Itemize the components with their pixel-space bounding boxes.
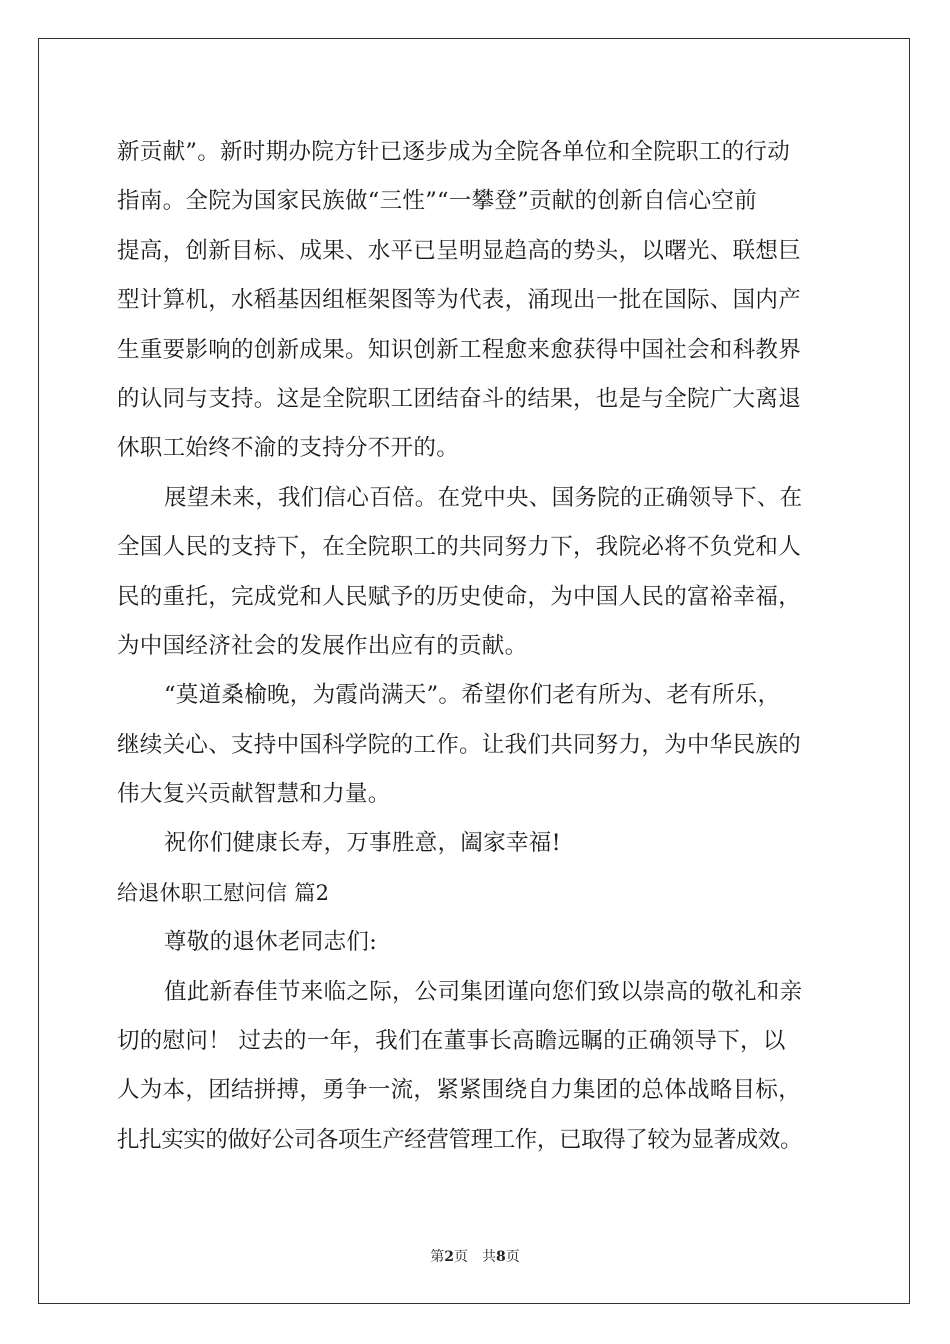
paragraph-line: 型计算机，水稻基因组框架图等为代表，涌现出一批在国际、国内产 bbox=[117, 287, 802, 314]
total-prefix: 共 bbox=[482, 1249, 496, 1265]
paragraph-line: 人为本，团结拼搏，勇争一流，紧紧围绕自力集团的总体战略目标， bbox=[117, 1077, 802, 1104]
paragraph-line: 扎扎实实的做好公司各项生产经营管理工作，已取得了较为显著成效。 bbox=[117, 1126, 803, 1153]
paragraph-line: 值此新春佳节来临之际，公司集团谨向您们致以崇高的敬礼和亲 bbox=[164, 978, 803, 1005]
document-body bbox=[117, 128, 852, 1165]
salutation: 尊敬的退休老同志们: bbox=[164, 929, 378, 956]
paragraph-line: 新贡献”。新时期办院方针已逐步成为全院各单位和全院职工的行动 bbox=[117, 139, 791, 165]
paragraph-line: 伟大复兴贡献智慧和力量。 bbox=[117, 781, 391, 808]
total-pages: 8 bbox=[496, 1249, 506, 1265]
paragraph-line: 生重要影响的创新成果。知识创新工程愈来愈获得中国社会和科教界 bbox=[117, 336, 802, 363]
paragraph-line: “莫道桑榆晚，为霞尚满天”。希望你们老有所为、老有所乐， bbox=[164, 682, 781, 709]
page-footer bbox=[0, 1246, 950, 1266]
paragraph-line: 指南。全院为国家民族做“三性”“一攀登”贡献的创新自信心空前 bbox=[117, 188, 758, 215]
paragraph-line: 继续关心、支持中国科学院的工作。让我们共同努力，为中华民族的 bbox=[117, 731, 802, 758]
paragraph-line: 展望未来，我们信心百倍。在党中央、国务院的正确领导下、在 bbox=[164, 484, 803, 511]
page-prefix: 第 bbox=[430, 1249, 445, 1265]
section-heading: 给退休职工慰问信 篇2 bbox=[117, 880, 330, 905]
total-suffix: 页 bbox=[505, 1249, 520, 1265]
paragraph-line: 切的慰问！ 过去的一年，我们在董事长高瞻远瞩的正确领导下，以 bbox=[117, 1028, 786, 1055]
closing-wish: 祝你们健康长寿，万事胜意，阖家幸福! bbox=[164, 830, 561, 857]
paragraph-line: 全国人民的支持下，在全院职工的共同努力下，我院必将不负党和人 bbox=[117, 534, 802, 561]
paragraph-line: 民的重托，完成党和人民赋予的历史使命，为中国人民的富裕幸福， bbox=[117, 583, 802, 610]
paragraph-line: 休职工始终不渝的支持分不开的。 bbox=[117, 435, 460, 462]
page-suffix: 页 bbox=[454, 1249, 468, 1265]
paragraph-line: 为中国经济社会的发展作出应有的贡献。 bbox=[117, 632, 528, 659]
page-number: 2 bbox=[444, 1249, 454, 1265]
paragraph-line: 提高，创新目标、成果、水平已呈明显趋高的势头，以曙光、联想巨 bbox=[117, 237, 802, 264]
paragraph-line: 的认同与支持。这是全院职工团结奋斗的结果，也是与全院广大离退 bbox=[117, 385, 802, 412]
